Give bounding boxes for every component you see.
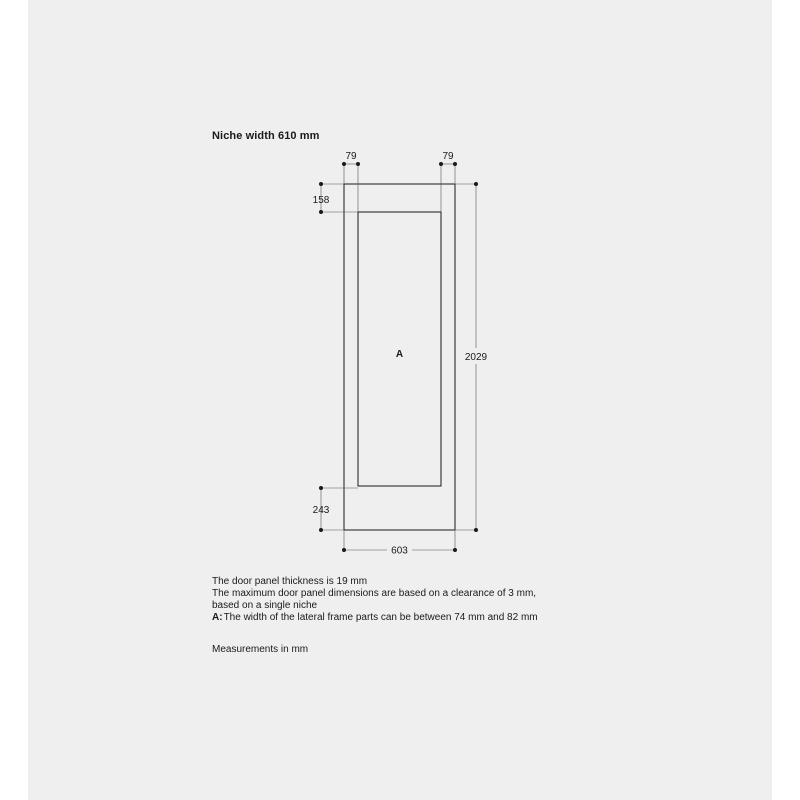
notes-block (212, 576, 632, 624)
dimension-label: 2029 (464, 352, 488, 363)
note-key-a (212, 612, 632, 624)
dimension-frame-left (342, 151, 360, 212)
dimension-width (342, 530, 457, 557)
note-key-label: A: (212, 612, 223, 623)
units-note: Measurements in mm (212, 644, 309, 655)
dimension-frame-right (439, 151, 457, 212)
dimension-height (455, 182, 488, 532)
dimension-label: 79 (442, 151, 454, 162)
dimension-frame-top (313, 182, 358, 214)
dimension-label: 79 (345, 151, 357, 162)
dimension-label: 243 (312, 505, 330, 516)
note-clearance: The maximum door panel dimensions are based on a clearance of 3 mm, (212, 588, 537, 599)
note-key-text: The width of the lateral frame parts can be between 74 mm and 82 mm (223, 612, 538, 623)
dimension-label: 158 (312, 195, 330, 206)
note-single-niche: based on a single niche (212, 600, 318, 611)
dimension-label: 603 (391, 545, 408, 557)
panel-label-a: A (395, 349, 404, 360)
drawing-title: Niche width 610 mm (212, 130, 320, 142)
dimension-frame-bottom (313, 486, 358, 532)
note-thickness: The door panel thickness is 19 mm (212, 576, 368, 587)
